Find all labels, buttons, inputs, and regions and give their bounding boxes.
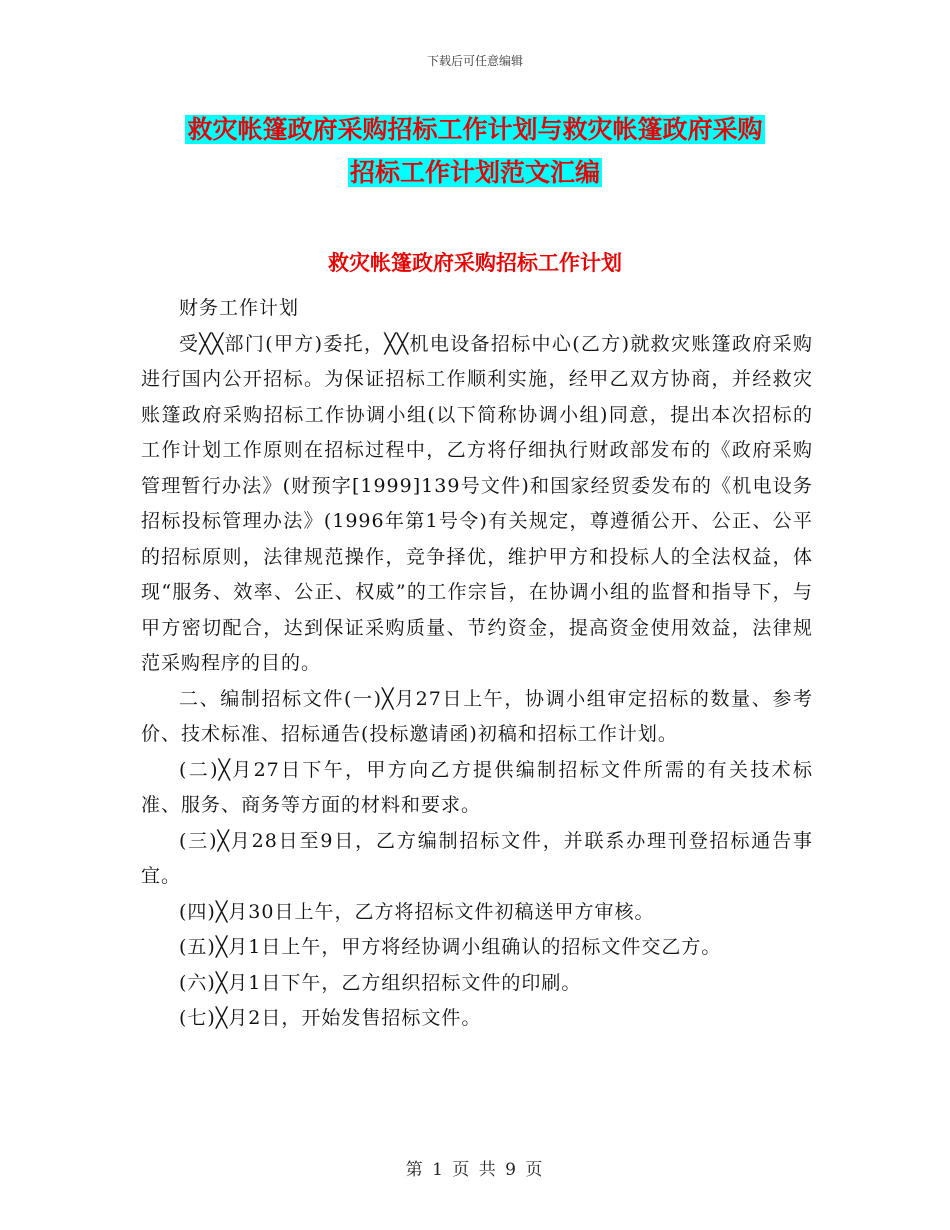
document-title-text-1: 救灾帐篷政府采购招标工作计划与救灾帐篷政府采购 — [187, 115, 763, 144]
page-number: 第 1 页 共 9 页 — [405, 1160, 545, 1180]
paragraph: (二)╳月27日下午，甲方向乙方提供编制招标文件所需的有关技术标准、服务、商务等方面的材料和要求。 — [141, 758, 813, 816]
paragraph: 受╳╳部门(甲方)委托，╳╳机电设备招标中心(乙方)就救灾账篷政府采购进行国内公开招标。为保证招标工作顺利实施，经甲乙双方协商，并经救灾账篷政府采购招标工作协调小组(以下简称协调小组)同意，提出本次招标的工作计划工作原则在招标过程中，乙方将仔细执行财政部发布的《政府采购管理暂行办法》(财预字[1999]139号文件)和国家经贸委发布的《机电设务招标投标管理办法》(1996年第1号令)有关规定，尊遵循公开、公正、公平的招标原则，法律规范操作，竞争择优，维护甲方和投标人的全法权益，体现“服务、效率、公正、权威”的工作宗旨，在协调小组的监督和指导下，与甲方密切配合，达到保证采购质量、节约资金，提高资金使用效益，法律规范采购程序的目的。 — [141, 332, 813, 674]
paragraph: (六)╳月1日下午，乙方组织招标文件的印刷。 — [179, 971, 582, 994]
paragraph: 二、编制招标文件(一)╳月27日上午，协调小组审定招标的数量、参考价、技术标准、招标通告(投标邀请函)初稿和招标工作计划。 — [141, 687, 813, 745]
document-title-line-2 — [0, 155, 950, 191]
paragraph: (四)╳月30日上午，乙方将招标文件初稿送甲方审核。 — [179, 900, 655, 923]
document-body — [141, 291, 813, 1037]
section-title: 救灾帐篷政府采购招标工作计划 — [328, 251, 622, 275]
document-title-line-1 — [0, 112, 950, 148]
page-header-note: 下载后可任意编辑 — [426, 54, 523, 68]
document-title-text-2: 招标工作计划范文汇编 — [349, 158, 600, 187]
paragraph: 财务工作计划 — [179, 297, 300, 319]
paragraph: (七)╳月2日，开始发售招标文件。 — [179, 1007, 482, 1029]
paragraph: (五)╳月1日上午，甲方将经协调小组确认的招标文件交乙方。 — [179, 936, 722, 958]
paragraph: (三)╳月28日至9日，乙方编制招标文件，并联系办理刊登招标通告事宜。 — [141, 829, 813, 887]
